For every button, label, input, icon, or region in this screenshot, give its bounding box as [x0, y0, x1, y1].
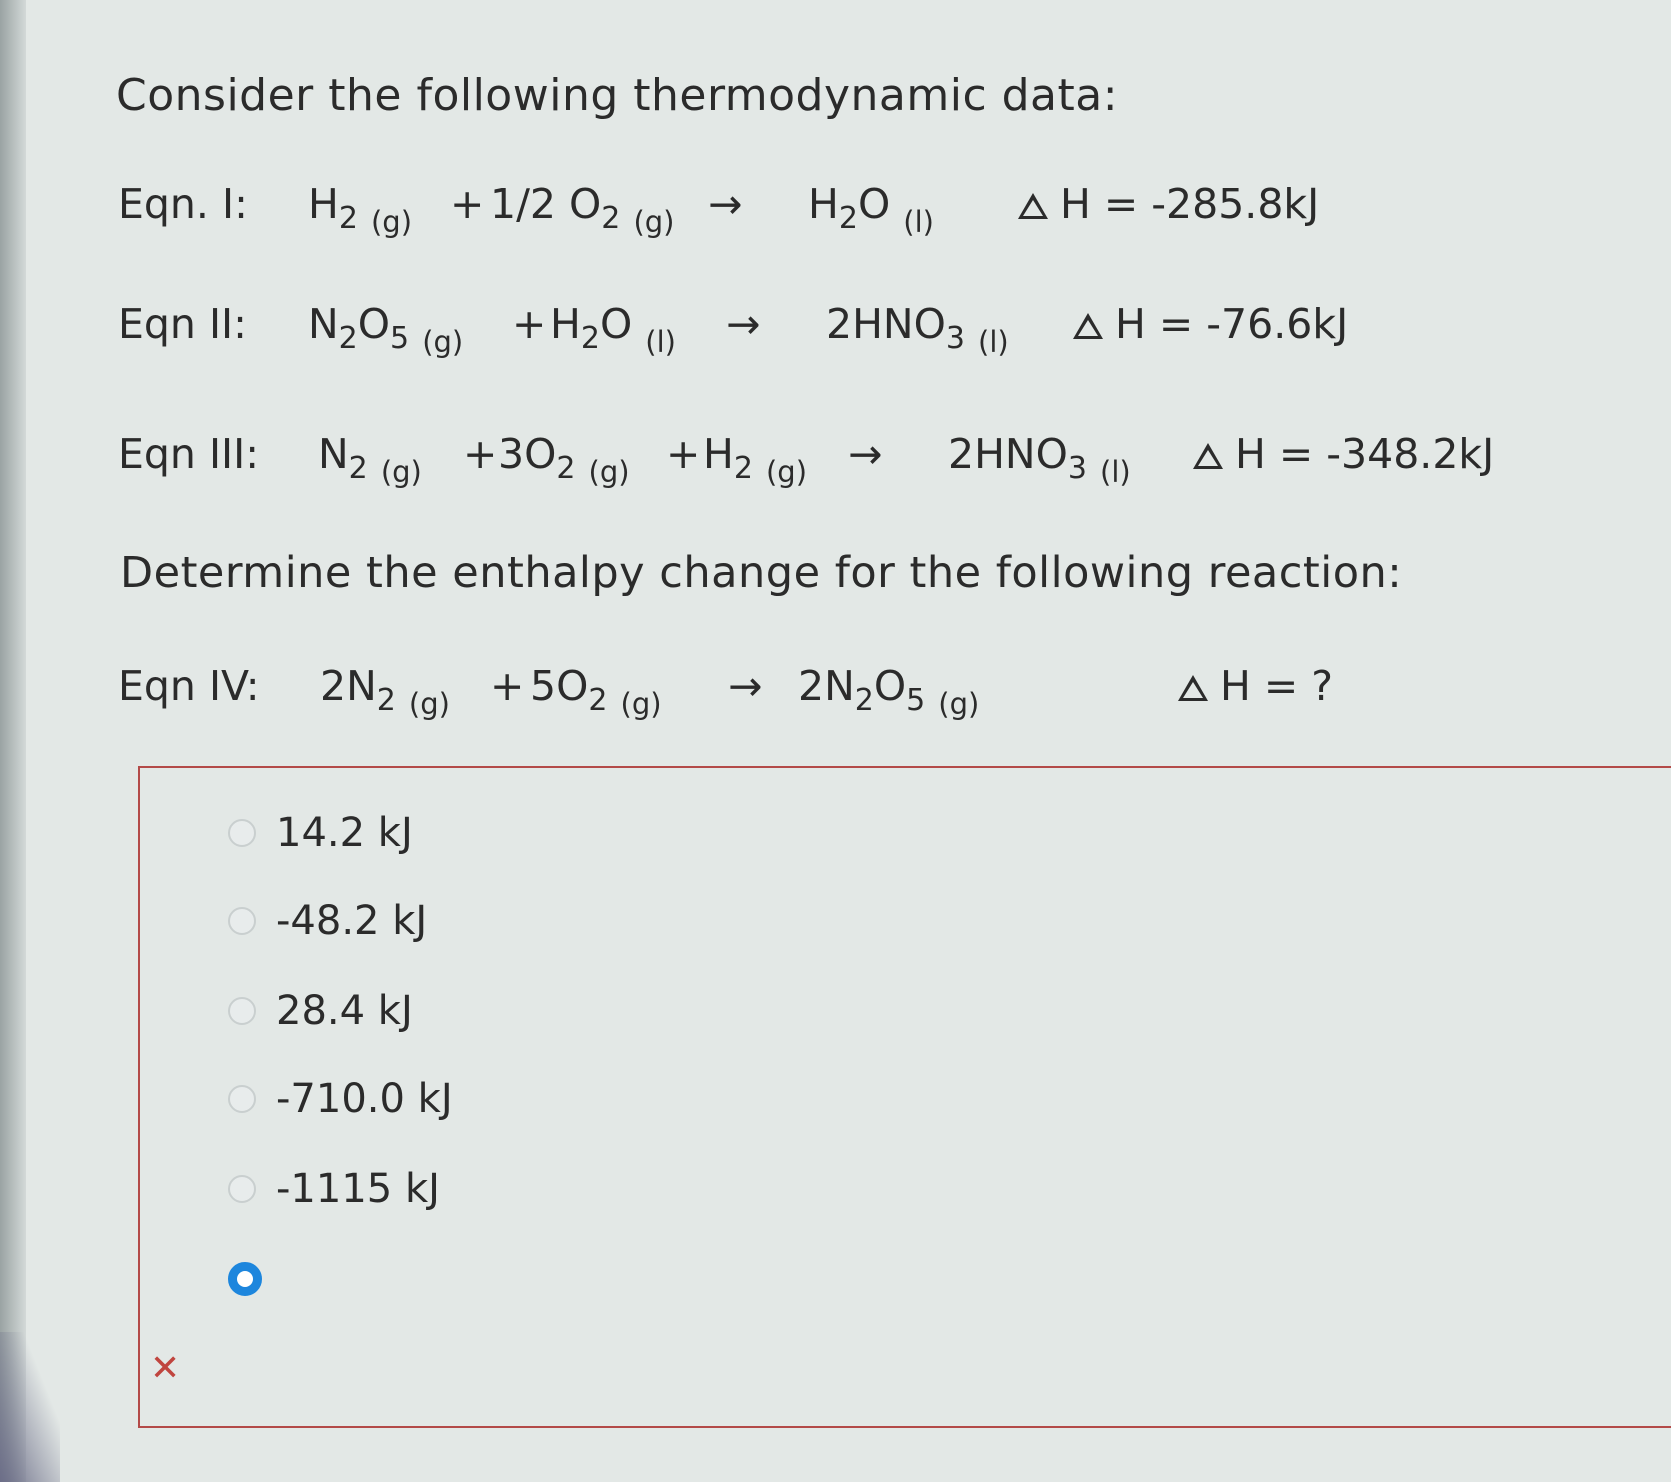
- equation-3-reactant-1: $N_2$ $_{(g)}$: [318, 430, 422, 489]
- answer-option-label[interactable]: -48.2 kJ: [276, 898, 428, 944]
- equation-4: [118, 662, 1658, 742]
- answer-option-label[interactable]: 28.4 kJ: [276, 988, 413, 1034]
- equation-1-enthalpy: H = -285.8kJ: [1018, 180, 1319, 228]
- equation-2-reactant-1: $N_2O_5$ $_{(g)}$: [308, 300, 464, 359]
- equation-4-delta-h-value: = ?: [1263, 662, 1334, 710]
- answer-option-3[interactable]: [228, 986, 413, 1036]
- equation-1-reactant-1: $H_2$ $_{(g)}$: [308, 180, 413, 239]
- equation-3-enthalpy: H = -348.2kJ: [1193, 430, 1494, 478]
- question-prompt: Determine the enthalpy change for the following reaction:: [120, 548, 1403, 598]
- equation-2-label: Eqn II:: [118, 300, 247, 348]
- plus-sign: +: [463, 430, 498, 478]
- reaction-arrow-icon: →: [848, 430, 883, 478]
- equation-3-product-1: $2HNO_3$ $_{(l)}$: [948, 430, 1131, 489]
- answer-option-5[interactable]: [228, 1164, 440, 1214]
- plus-sign: +: [512, 300, 547, 348]
- radio-button[interactable]: [228, 1085, 256, 1113]
- screen-edge-shadow: [0, 0, 26, 1482]
- plus-sign: +: [450, 180, 485, 228]
- equation-4-reactant-2: $5O_2$ $_{(g)}$: [530, 662, 662, 721]
- answer-option-1[interactable]: [228, 808, 413, 858]
- selected-radio-button[interactable]: [228, 1262, 262, 1296]
- equation-3-reactant-2: $3O_2$ $_{(g)}$: [498, 430, 630, 489]
- delta-icon: [1018, 193, 1048, 219]
- equation-4-product-1: $2N_2O_5$ $_{(g)}$: [798, 662, 980, 721]
- reaction-arrow-icon: →: [708, 180, 743, 228]
- equation-1-delta-h-value: = -285.8kJ: [1103, 180, 1320, 228]
- equation-4-enthalpy: H = ?: [1178, 662, 1333, 710]
- equation-2: [118, 300, 1658, 380]
- equation-3-delta-h-value: = -348.2kJ: [1278, 430, 1495, 478]
- equation-1: [118, 180, 1658, 260]
- equation-1-product-1: $H_2O$ $_{(l)}$: [808, 180, 934, 239]
- answer-option-label[interactable]: 14.2 kJ: [276, 810, 413, 856]
- question-intro: Consider the following thermodynamic data:: [116, 70, 1119, 121]
- incorrect-mark-icon: ✕: [150, 1348, 181, 1389]
- answer-option-2[interactable]: [228, 896, 427, 946]
- equation-2-product-1: $2HNO_3$ $_{(l)}$: [826, 300, 1009, 359]
- radio-button[interactable]: [228, 907, 256, 935]
- radio-button[interactable]: [228, 1175, 256, 1203]
- answer-option-label[interactable]: -710.0 kJ: [276, 1076, 453, 1122]
- equation-1-reactant-2: 1/2 $O_2$ $_{(g)}$: [490, 180, 675, 239]
- radio-button[interactable]: [228, 819, 256, 847]
- delta-icon: [1178, 675, 1208, 701]
- equation-2-delta-h-value: = -76.6kJ: [1158, 300, 1349, 348]
- answer-choices-box: [138, 766, 1671, 1428]
- plus-sign: +: [666, 430, 701, 478]
- radio-button[interactable]: [228, 997, 256, 1025]
- reaction-arrow-icon: →: [728, 662, 763, 710]
- equation-3-label: Eqn III:: [118, 430, 260, 478]
- equation-2-reactant-2: $H_2O$ $_{(l)}$: [550, 300, 676, 359]
- reaction-arrow-icon: →: [726, 300, 761, 348]
- equation-1-label: Eqn. I:: [118, 180, 248, 228]
- screen-corner-shadow: [0, 1332, 60, 1482]
- equation-4-reactant-1: $2N_2$ $_{(g)}$: [320, 662, 450, 721]
- delta-icon: [1073, 313, 1103, 339]
- answer-option-label[interactable]: -1115 kJ: [276, 1166, 440, 1212]
- equation-2-enthalpy: H = -76.6kJ: [1073, 300, 1348, 348]
- delta-icon: [1193, 443, 1223, 469]
- equation-4-label: Eqn IV:: [118, 662, 260, 710]
- plus-sign: +: [490, 662, 525, 710]
- equation-3: [118, 430, 1658, 510]
- answer-option-4[interactable]: [228, 1074, 453, 1124]
- equation-3-reactant-3: $H_2$ $_{(g)}$: [703, 430, 808, 489]
